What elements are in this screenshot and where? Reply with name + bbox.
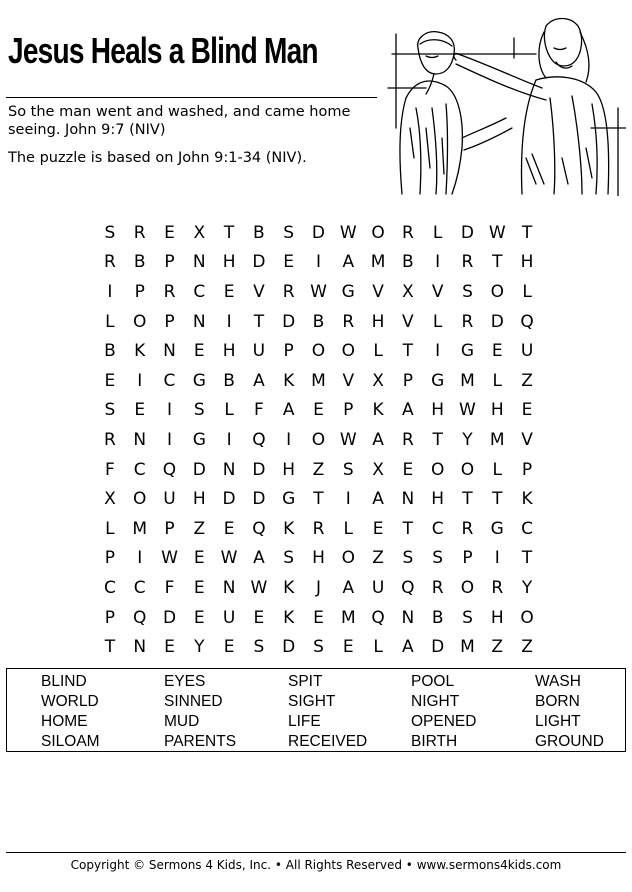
grid-letter[interactable]: O bbox=[341, 341, 355, 362]
page-title: Jesus Heals a Blind Man bbox=[8, 30, 318, 71]
grid-letter[interactable]: I bbox=[226, 311, 232, 332]
grid-letter[interactable]: Q bbox=[520, 311, 534, 332]
grid-letter[interactable]: C bbox=[193, 281, 206, 302]
grid-letter[interactable]: E bbox=[193, 607, 205, 628]
word-list-item: POOL bbox=[411, 673, 455, 690]
grid-letter[interactable]: R bbox=[431, 577, 444, 598]
grid-row bbox=[95, 277, 542, 307]
word-list-column bbox=[535, 672, 604, 752]
word-list-box bbox=[6, 668, 626, 752]
word-list-item: LIGHT bbox=[535, 713, 581, 730]
grid-letter[interactable]: L bbox=[492, 370, 502, 391]
grid-letter[interactable]: R bbox=[461, 252, 474, 273]
grid-letter[interactable]: H bbox=[371, 311, 385, 332]
grid-letter[interactable]: L bbox=[373, 341, 383, 362]
grid-letter[interactable]: B bbox=[312, 311, 325, 332]
grid-letter[interactable]: K bbox=[283, 370, 295, 391]
grid-letter[interactable]: P bbox=[164, 518, 175, 539]
grid-letter[interactable]: E bbox=[193, 577, 205, 598]
grid-letter[interactable]: X bbox=[104, 489, 116, 510]
grid-letter[interactable]: F bbox=[164, 577, 175, 598]
grid-letter[interactable]: S bbox=[193, 400, 205, 421]
jesus-healing-blind-man-illustration bbox=[386, 8, 626, 196]
grid-letter[interactable]: H bbox=[282, 459, 296, 480]
grid-letter[interactable]: T bbox=[402, 518, 414, 539]
grid-row bbox=[95, 248, 542, 278]
grid-letter[interactable]: N bbox=[222, 577, 236, 598]
grid-letter[interactable]: X bbox=[402, 281, 414, 302]
word-list-column bbox=[164, 672, 236, 752]
grid-letter[interactable]: R bbox=[401, 222, 414, 243]
grid-letter[interactable]: P bbox=[462, 548, 473, 569]
grid-letter[interactable]: C bbox=[103, 577, 116, 598]
grid-letter[interactable]: L bbox=[105, 311, 115, 332]
grid-letter[interactable]: L bbox=[343, 518, 354, 539]
grid-letter[interactable]: P bbox=[402, 370, 413, 391]
grid-letter[interactable]: E bbox=[253, 607, 265, 628]
grid-letter[interactable]: G bbox=[460, 341, 475, 362]
grid-letter[interactable]: A bbox=[372, 429, 384, 450]
grid-letter[interactable]: A bbox=[342, 252, 355, 273]
grid-letter[interactable]: O bbox=[311, 429, 326, 450]
grid-letter[interactable]: D bbox=[252, 489, 266, 510]
grid-letter[interactable]: B bbox=[223, 370, 235, 391]
grid-letter[interactable]: B bbox=[104, 341, 116, 362]
grid-letter[interactable]: M bbox=[460, 370, 475, 391]
grid-letter[interactable]: L bbox=[492, 459, 502, 480]
grid-letter[interactable]: O bbox=[371, 222, 385, 243]
grid-row bbox=[95, 307, 542, 337]
grid-letter[interactable]: I bbox=[345, 489, 351, 510]
grid-letter[interactable]: K bbox=[134, 341, 146, 362]
grid-letter[interactable]: D bbox=[311, 222, 326, 243]
grid-letter[interactable]: V bbox=[521, 429, 533, 450]
grid-letter[interactable]: J bbox=[315, 577, 321, 598]
grid-letter[interactable]: L bbox=[432, 222, 443, 243]
grid-letter[interactable]: X bbox=[372, 370, 384, 391]
grid-letter[interactable]: K bbox=[372, 400, 384, 421]
grid-letter[interactable]: T bbox=[492, 489, 503, 510]
grid-letter[interactable]: O bbox=[460, 577, 475, 598]
grid-letter[interactable]: W bbox=[339, 429, 357, 450]
grid-letter[interactable]: N bbox=[163, 341, 176, 362]
grid-letter[interactable]: H bbox=[312, 548, 325, 569]
grid-letter[interactable]: D bbox=[222, 489, 236, 510]
word-list-column bbox=[288, 672, 367, 752]
grid-letter[interactable]: D bbox=[252, 459, 266, 480]
copyright-footer: Copyright © Sermons 4 Kids, Inc. • All Rights Reserved • www.sermons4kids.com bbox=[70, 858, 562, 872]
grid-letter[interactable]: D bbox=[252, 252, 266, 273]
grid-letter[interactable]: E bbox=[283, 252, 295, 273]
grid-letter[interactable]: P bbox=[164, 311, 175, 332]
grid-letter[interactable]: T bbox=[492, 252, 503, 273]
word-list-item: MUD bbox=[164, 713, 200, 730]
grid-letter[interactable]: A bbox=[402, 637, 414, 658]
grid-letter[interactable]: S bbox=[432, 548, 444, 569]
grid-letter[interactable]: Z bbox=[521, 637, 533, 658]
grid-letter[interactable]: O bbox=[490, 281, 504, 302]
grid-letter[interactable]: Q bbox=[371, 607, 385, 628]
grid-letter[interactable]: D bbox=[282, 311, 296, 332]
grid-letter[interactable]: W bbox=[339, 222, 357, 243]
grid-letter[interactable]: U bbox=[520, 341, 534, 362]
grid-row bbox=[95, 514, 542, 544]
grid-letter[interactable]: M bbox=[460, 637, 475, 658]
word-list-item: BIRTH bbox=[411, 733, 458, 750]
word-list-item: SINNED bbox=[164, 693, 223, 710]
based-on-text: The puzzle is based on John 9:1-34 (NIV). bbox=[8, 150, 307, 166]
grid-row bbox=[95, 544, 542, 574]
word-list-item: WASH bbox=[535, 673, 581, 690]
grid-letter[interactable]: E bbox=[134, 400, 146, 421]
word-list-item: LIFE bbox=[288, 713, 321, 730]
grid-letter[interactable]: I bbox=[166, 429, 172, 450]
grid-letter[interactable]: U bbox=[371, 577, 385, 598]
grid-letter[interactable]: Y bbox=[462, 429, 473, 450]
grid-row bbox=[95, 366, 542, 396]
grid-letter[interactable]: N bbox=[133, 429, 147, 450]
grid-letter[interactable]: W bbox=[250, 577, 268, 598]
grid-letter[interactable]: I bbox=[435, 341, 441, 362]
grid-letter[interactable]: K bbox=[283, 577, 295, 598]
grid-letter[interactable]: V bbox=[253, 281, 265, 302]
grid-letter[interactable]: E bbox=[164, 222, 175, 243]
grid-letter[interactable]: M bbox=[132, 518, 148, 539]
grid-letter[interactable]: D bbox=[431, 637, 445, 658]
grid-letter[interactable]: U bbox=[163, 489, 176, 510]
grid-letter[interactable]: R bbox=[461, 311, 474, 332]
grid-letter[interactable]: R bbox=[163, 281, 176, 302]
grid-letter[interactable]: E bbox=[402, 459, 414, 480]
grid-row bbox=[95, 455, 542, 485]
grid-letter[interactable]: Q bbox=[401, 577, 415, 598]
word-list-item: SPIT bbox=[288, 673, 323, 690]
grid-letter[interactable]: E bbox=[104, 370, 116, 391]
grid-letter[interactable]: K bbox=[521, 489, 533, 510]
grid-row bbox=[95, 484, 542, 514]
grid-letter[interactable]: P bbox=[104, 607, 116, 628]
grid-letter[interactable]: H bbox=[490, 400, 504, 421]
grid-letter[interactable]: W bbox=[488, 222, 506, 243]
grid-letter[interactable]: P bbox=[343, 400, 354, 421]
grid-letter[interactable]: H bbox=[431, 400, 445, 421]
grid-letter[interactable]: T bbox=[223, 222, 235, 243]
grid-letter[interactable]: S bbox=[462, 607, 473, 628]
grid-letter[interactable]: A bbox=[253, 548, 265, 569]
grid-letter[interactable]: W bbox=[161, 548, 178, 569]
grid-letter[interactable]: G bbox=[192, 429, 206, 450]
grid-letter[interactable]: R bbox=[401, 429, 414, 450]
grid-letter[interactable]: T bbox=[462, 489, 473, 510]
grid-letter[interactable]: G bbox=[282, 489, 296, 510]
word-list-item: WORLD bbox=[41, 693, 99, 710]
grid-letter[interactable]: K bbox=[283, 518, 295, 539]
grid-letter[interactable]: F bbox=[253, 400, 264, 421]
grid-letter[interactable]: E bbox=[164, 637, 175, 658]
verse-text: So the man went and washed, and came home seeing. John 9:7 (NIV) bbox=[8, 104, 351, 138]
grid-letter[interactable]: I bbox=[107, 281, 113, 302]
grid-letter[interactable]: H bbox=[520, 252, 534, 273]
grid-letter[interactable]: O bbox=[520, 607, 534, 628]
grid-letter[interactable]: C bbox=[163, 370, 176, 391]
grid-letter[interactable]: A bbox=[372, 489, 384, 510]
grid-letter[interactable]: P bbox=[283, 341, 294, 362]
grid-letter[interactable]: C bbox=[133, 459, 146, 480]
grid-letter[interactable]: E bbox=[193, 341, 205, 362]
grid-letter[interactable]: A bbox=[282, 400, 295, 421]
grid-letter[interactable]: T bbox=[253, 311, 265, 332]
grid-letter[interactable]: I bbox=[166, 400, 172, 421]
grid-letter[interactable]: B bbox=[253, 222, 265, 243]
grid-letter[interactable]: P bbox=[521, 459, 533, 480]
grid-letter[interactable]: Z bbox=[193, 518, 206, 539]
grid-letter[interactable]: P bbox=[134, 281, 145, 302]
grid-letter[interactable]: D bbox=[282, 637, 296, 658]
grid-letter[interactable]: T bbox=[402, 341, 414, 362]
grid-letter[interactable]: L bbox=[432, 311, 443, 332]
grid-letter[interactable]: D bbox=[192, 459, 206, 480]
grid-letter[interactable]: R bbox=[461, 518, 474, 539]
grid-letter[interactable]: S bbox=[283, 222, 295, 243]
grid-letter[interactable]: S bbox=[313, 637, 324, 658]
grid-letter[interactable]: T bbox=[521, 222, 533, 243]
grid-letter[interactable]: E bbox=[313, 400, 324, 421]
grid-letter[interactable]: B bbox=[402, 252, 414, 273]
grid-letter[interactable]: A bbox=[342, 577, 355, 598]
grid-letter[interactable]: E bbox=[372, 518, 384, 539]
grid-letter[interactable]: Q bbox=[252, 518, 266, 539]
grid-letter[interactable]: N bbox=[192, 311, 206, 332]
grid-letter[interactable]: V bbox=[342, 370, 355, 391]
grid-row bbox=[95, 336, 542, 366]
word-list-item: EYES bbox=[164, 673, 206, 690]
grid-letter[interactable]: I bbox=[315, 252, 321, 273]
grid-letter[interactable]: W bbox=[220, 548, 238, 569]
grid-row bbox=[95, 632, 542, 662]
grid-letter[interactable]: T bbox=[432, 429, 443, 450]
grid-letter[interactable]: R bbox=[103, 252, 116, 273]
title-divider bbox=[6, 97, 377, 98]
grid-letter[interactable]: T bbox=[104, 637, 116, 658]
footer-divider bbox=[6, 852, 626, 853]
word-list-item: PARENTS bbox=[164, 733, 237, 750]
grid-letter[interactable]: S bbox=[253, 637, 265, 658]
grid-letter[interactable]: L bbox=[373, 637, 383, 658]
grid-letter[interactable]: V bbox=[402, 311, 414, 332]
grid-row bbox=[95, 603, 542, 633]
grid-letter[interactable]: Z bbox=[521, 370, 533, 391]
grid-letter[interactable]: S bbox=[104, 222, 116, 243]
grid-letter[interactable]: S bbox=[342, 459, 354, 480]
grid-letter[interactable]: K bbox=[283, 607, 295, 628]
word-list-item: NIGHT bbox=[411, 693, 460, 710]
grid-letter[interactable]: S bbox=[283, 548, 295, 569]
word-list-column bbox=[41, 672, 100, 752]
grid-letter[interactable]: Y bbox=[521, 577, 533, 598]
grid-row bbox=[95, 218, 542, 248]
grid-letter[interactable]: G bbox=[431, 370, 445, 391]
grid-letter[interactable]: F bbox=[105, 459, 115, 480]
grid-letter[interactable]: N bbox=[133, 637, 147, 658]
grid-letter[interactable]: M bbox=[311, 370, 326, 391]
grid-letter[interactable]: P bbox=[164, 252, 175, 273]
grid-letter[interactable]: U bbox=[222, 607, 236, 628]
grid-letter[interactable]: C bbox=[521, 518, 533, 539]
grid-letter[interactable]: G bbox=[192, 370, 206, 391]
grid-letter[interactable]: N bbox=[222, 459, 236, 480]
grid-letter[interactable]: A bbox=[253, 370, 265, 391]
grid-letter[interactable]: R bbox=[491, 577, 504, 598]
grid-letter[interactable]: E bbox=[223, 281, 235, 302]
grid-letter[interactable]: V bbox=[431, 281, 444, 302]
grid-letter[interactable]: S bbox=[462, 281, 473, 302]
word-list-item: BLIND bbox=[41, 673, 87, 690]
word-search-grid[interactable] bbox=[95, 218, 542, 662]
grid-letter[interactable]: R bbox=[103, 429, 116, 450]
grid-letter[interactable]: U bbox=[252, 341, 266, 362]
grid-letter[interactable]: X bbox=[193, 222, 206, 243]
grid-letter[interactable]: Q bbox=[162, 459, 177, 480]
grid-letter[interactable]: I bbox=[286, 429, 292, 450]
grid-letter[interactable]: D bbox=[162, 607, 177, 628]
grid-letter[interactable]: W bbox=[310, 281, 327, 302]
grid-letter[interactable]: R bbox=[133, 222, 146, 243]
grid-letter[interactable]: O bbox=[311, 341, 326, 362]
grid-letter[interactable]: B bbox=[133, 252, 146, 273]
grid-row bbox=[95, 396, 542, 426]
grid-letter[interactable]: H bbox=[222, 341, 236, 362]
word-list-item: SILOAM bbox=[41, 733, 100, 750]
grid-letter[interactable]: G bbox=[341, 281, 355, 302]
grid-letter[interactable]: T bbox=[521, 548, 533, 569]
grid-letter[interactable]: N bbox=[401, 489, 415, 510]
grid-letter[interactable]: E bbox=[491, 341, 503, 362]
grid-letter[interactable]: O bbox=[460, 459, 475, 480]
grid-letter[interactable]: S bbox=[402, 548, 414, 569]
grid-letter[interactable]: X bbox=[372, 459, 384, 480]
grid-letter[interactable]: E bbox=[342, 637, 354, 658]
word-list-item: GROUND bbox=[535, 733, 604, 750]
grid-letter[interactable]: C bbox=[431, 518, 444, 539]
grid-letter[interactable]: G bbox=[490, 518, 504, 539]
grid-letter[interactable]: I bbox=[137, 370, 143, 391]
grid-letter[interactable]: H bbox=[490, 607, 504, 628]
grid-letter[interactable]: M bbox=[489, 429, 505, 450]
grid-letter[interactable]: M bbox=[370, 252, 386, 273]
grid-letter[interactable]: Q bbox=[133, 607, 147, 628]
grid-letter[interactable]: R bbox=[282, 281, 295, 302]
grid-letter[interactable]: A bbox=[402, 400, 414, 421]
grid-letter[interactable]: O bbox=[341, 548, 355, 569]
word-list-item: RECEIVED bbox=[288, 733, 368, 750]
grid-letter[interactable]: N bbox=[192, 252, 206, 273]
grid-row bbox=[95, 425, 542, 455]
grid-letter[interactable]: Z bbox=[372, 548, 384, 569]
grid-letter[interactable]: Z bbox=[491, 637, 504, 658]
word-list-item: BORN bbox=[535, 693, 580, 710]
grid-letter[interactable]: B bbox=[431, 607, 444, 628]
grid-letter[interactable]: V bbox=[372, 281, 384, 302]
grid-letter[interactable]: E bbox=[223, 637, 235, 658]
grid-letter[interactable]: H bbox=[222, 252, 236, 273]
word-list-column bbox=[411, 672, 476, 752]
grid-letter[interactable]: O bbox=[133, 311, 147, 332]
grid-row bbox=[95, 573, 542, 603]
word-list-item: OPENED bbox=[411, 713, 477, 730]
grid-letter[interactable]: I bbox=[435, 252, 441, 273]
grid-letter[interactable]: W bbox=[459, 400, 476, 421]
grid-letter[interactable]: H bbox=[431, 489, 445, 510]
grid-letter[interactable]: E bbox=[223, 518, 235, 539]
grid-letter[interactable]: N bbox=[401, 607, 415, 628]
word-list-item: SIGHT bbox=[288, 693, 336, 710]
grid-letter[interactable]: E bbox=[193, 548, 205, 569]
grid-letter[interactable]: L bbox=[105, 518, 115, 539]
grid-letter[interactable]: Y bbox=[194, 637, 205, 658]
grid-letter[interactable]: T bbox=[313, 489, 324, 510]
grid-letter[interactable]: I bbox=[137, 548, 143, 569]
word-list-item: HOME bbox=[41, 713, 88, 730]
grid-letter[interactable]: Q bbox=[252, 429, 266, 450]
grid-letter[interactable]: E bbox=[313, 607, 324, 628]
grid-letter[interactable]: H bbox=[192, 489, 206, 510]
grid-letter[interactable]: C bbox=[133, 577, 146, 598]
grid-letter[interactable]: I bbox=[226, 429, 232, 450]
grid-letter[interactable]: O bbox=[133, 489, 147, 510]
grid-letter[interactable]: E bbox=[521, 400, 533, 421]
grid-letter[interactable]: L bbox=[522, 281, 532, 302]
grid-letter[interactable]: R bbox=[312, 518, 325, 539]
grid-letter[interactable]: L bbox=[224, 400, 234, 421]
grid-letter[interactable]: I bbox=[494, 548, 500, 569]
grid-letter[interactable]: S bbox=[104, 400, 116, 421]
grid-letter[interactable]: P bbox=[104, 548, 116, 569]
grid-letter[interactable]: R bbox=[342, 311, 355, 332]
grid-letter[interactable]: D bbox=[460, 222, 474, 243]
grid-letter[interactable]: Z bbox=[312, 459, 325, 480]
grid-letter[interactable]: D bbox=[490, 311, 504, 332]
grid-letter[interactable]: O bbox=[430, 459, 445, 480]
grid-letter[interactable]: M bbox=[340, 607, 356, 628]
